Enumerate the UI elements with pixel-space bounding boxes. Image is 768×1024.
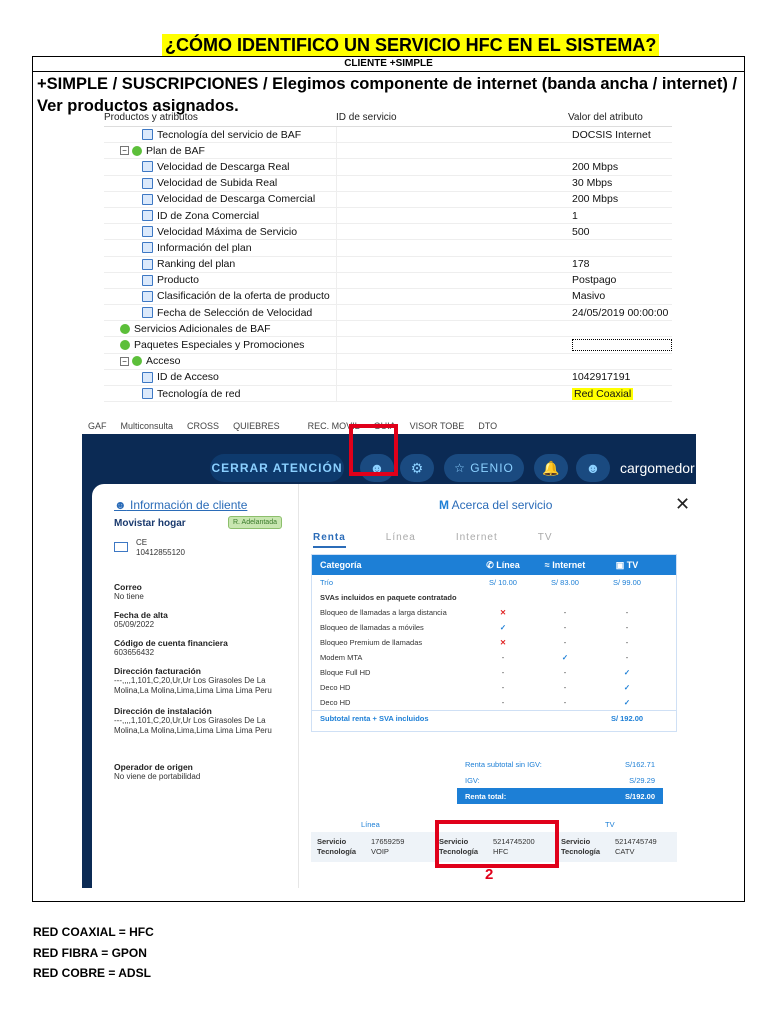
account-block [114, 638, 294, 658]
attribute-icon [142, 275, 153, 286]
tree-row[interactable] [104, 289, 672, 305]
total-label: Renta subtotal sin IGV: [465, 759, 542, 769]
service-id-cell [311, 837, 433, 857]
tree-row-service-id [336, 305, 568, 320]
tree-body [104, 127, 672, 402]
sva-title: SVAs incluidos en paquete contratado [320, 593, 457, 602]
service-panel-title [439, 498, 552, 512]
tree-row-value-text: Postpago [572, 274, 617, 287]
tree-row-value-text: 24/05/2019 00:00:00 [572, 306, 669, 319]
sva-label: Bloqueo de llamadas a larga distancia [320, 608, 447, 617]
document-block [114, 538, 294, 558]
tree-row-value-text: DOCSIS Internet [572, 128, 651, 141]
collapse-icon[interactable]: − [120, 146, 129, 155]
tree-row-value-text: 30 Mbps [572, 177, 613, 190]
status-badge: R. Adelantada [228, 516, 282, 529]
tree-row[interactable] [104, 305, 672, 321]
tree-row[interactable] [104, 224, 672, 240]
service-id-cell [555, 837, 677, 857]
email-value: No tiene [114, 592, 144, 601]
sva-row [312, 620, 676, 635]
tree-row-value [568, 129, 672, 141]
technology-key: Tecnología [561, 847, 601, 856]
tree-row[interactable] [104, 273, 672, 289]
subtotal-value: S/ 192.00 [610, 713, 644, 723]
tab-1[interactable]: Línea [385, 532, 416, 543]
tree-row-value [568, 226, 672, 238]
sva-row [312, 635, 676, 650]
header-internet [534, 560, 596, 570]
shortcut-item[interactable]: REC. MOVIL [307, 421, 360, 431]
sva-tv: - [625, 638, 629, 647]
tree-row-service-id [336, 337, 568, 352]
tree-row-text: Acceso [146, 355, 181, 368]
trio-internet: S/ 83.00 [551, 578, 579, 587]
tree-row[interactable] [104, 192, 672, 208]
sva-label: Modem MTA [320, 653, 363, 662]
tree-row-text: Información del plan [157, 241, 252, 254]
technology-line [317, 847, 433, 857]
tree-row-text: Velocidad de Descarga Real [157, 160, 290, 173]
tree-row[interactable] [104, 176, 672, 192]
account-label: Código de cuenta financiera [114, 638, 228, 648]
genio-button[interactable] [444, 454, 524, 482]
tree-header-products: Productos y atributos [104, 112, 198, 123]
tree-row-value-text: 500 [572, 225, 590, 238]
empty-value-field[interactable] [572, 339, 672, 351]
equivalences [33, 922, 154, 984]
tree-row-text: Velocidad de Subida Real [157, 177, 278, 190]
doc-type: CE [136, 538, 148, 547]
client-info-panel [92, 484, 298, 888]
header-internet-text: Internet [552, 560, 586, 570]
tree-header [104, 112, 672, 127]
install-block [114, 706, 294, 736]
tv-icon: ▣ [615, 559, 625, 570]
trio-row [312, 575, 676, 590]
service-key: Servicio [317, 837, 347, 846]
tree-row-service-id [336, 176, 568, 191]
tab-2[interactable]: Internet [455, 532, 498, 543]
sva-tv: - [625, 623, 629, 632]
sva-list [312, 605, 676, 710]
client-info-title-text: Información de cliente [129, 498, 248, 512]
highlight-box-client-button [349, 424, 398, 476]
billing-block [114, 666, 294, 696]
movistar-logo-icon: M [439, 498, 449, 512]
close-attention-button[interactable]: CERRAR ATENCIÓN [210, 454, 344, 482]
sva-tv: - [625, 653, 629, 662]
tree-row-value [568, 339, 672, 351]
shortcut-item[interactable]: GAF [88, 421, 107, 431]
service-key: Servicio [439, 837, 469, 846]
tree-row-service-id [336, 159, 568, 174]
attribute-icon [142, 372, 153, 383]
tree-row[interactable] [104, 208, 672, 224]
user-icon: ☻ [369, 460, 385, 476]
service-number: 5214745749 [615, 837, 657, 846]
tree-row-text: Tecnología de red [157, 387, 241, 400]
tree-row-value [568, 307, 672, 319]
subtotal-label: Subtotal renta + SVA incluidos [320, 713, 429, 723]
install-label: Dirección de instalación [114, 706, 212, 716]
operator-label: Operador de origen [114, 762, 193, 772]
email-block [114, 582, 294, 602]
left-edge [82, 496, 92, 888]
highlight-box-hfc [435, 820, 559, 868]
tree-row-label [104, 274, 336, 286]
sva-internet: - [563, 668, 567, 677]
total-value: S/29.29 [629, 775, 655, 785]
service-table [311, 554, 677, 732]
folder-icon [120, 324, 130, 334]
wifi-icon: ≈ [544, 560, 550, 570]
tree-row-service-id [336, 208, 568, 223]
trio-linea: S/ 10.00 [489, 578, 517, 587]
tree-row-text: Velocidad Máxima de Servicio [157, 225, 298, 238]
technology-key: Tecnología [317, 847, 357, 856]
tree-row-value-text: 200 Mbps [572, 193, 619, 206]
tree-row[interactable] [104, 386, 672, 402]
tree-row-label [104, 129, 336, 141]
billing-label: Dirección facturación [114, 666, 201, 676]
attribute-icon [142, 291, 153, 302]
shortcut-item[interactable]: VISOR TOBE [409, 421, 465, 431]
tab-0[interactable]: Renta [313, 532, 346, 548]
sva-tv: ✓ [623, 698, 631, 707]
tree-row[interactable] [104, 143, 672, 159]
customer-name: Movistar hogar [114, 518, 186, 529]
notifications-button[interactable] [534, 454, 568, 482]
tree-row-value-text: 1042917191 [572, 371, 631, 384]
tree-row-service-id [336, 321, 568, 336]
operator-value: No viene de portabilidad [114, 772, 201, 781]
tree-row-text: ID de Zona Comercial [157, 209, 260, 222]
header-category: Categoría [320, 560, 362, 570]
tree-row-value [568, 177, 672, 189]
technology-value: CATV [615, 847, 635, 856]
sva-linea: - [501, 683, 505, 692]
tree-row-label [104, 226, 336, 238]
sva-label: Deco HD [320, 683, 351, 692]
service-table-header [312, 555, 676, 575]
tree-row-value [568, 274, 672, 286]
attribute-icon [142, 259, 153, 270]
sva-linea: - [501, 653, 505, 662]
header-linea [472, 560, 534, 571]
sva-internet: - [563, 623, 567, 632]
attribute-icon [142, 388, 153, 399]
collapse-icon[interactable]: − [120, 357, 129, 366]
total-value: S/162.71 [624, 759, 655, 769]
equivalence-line: RED COBRE = ADSL [33, 966, 151, 980]
sva-linea: ✓ [499, 623, 507, 632]
tree-row-label [104, 290, 336, 302]
service-number: 17659259 [371, 837, 405, 846]
tree-row-service-id [336, 386, 568, 401]
header-linea-text: Línea [496, 559, 520, 570]
tree-row[interactable] [104, 337, 672, 353]
sva-linea: - [501, 698, 505, 707]
attribute-icon [142, 226, 153, 237]
tree-row-value-text: 178 [572, 258, 590, 271]
tree-row-label [104, 307, 336, 319]
id-card-icon [114, 542, 128, 552]
tree-row-label [104, 339, 336, 351]
tree-row-text: Tecnología del servicio de BAF [157, 128, 302, 141]
total-label: Renta total: [465, 791, 507, 801]
sva-internet: - [563, 608, 567, 617]
bell-icon: 🔔 [542, 460, 560, 476]
sva-linea: ✕ [499, 638, 507, 647]
tree-row-label [104, 323, 336, 335]
install-value: ---,,,,1,101,C,20,Ur,Ur Los Girasoles De La Molina,La Molina,Lima,Lima Lima Lima Peru [114, 716, 272, 735]
tree-row-label [104, 177, 336, 189]
sva-row [312, 605, 676, 620]
tree-row-value [568, 388, 672, 400]
tree-row-label [104, 145, 336, 157]
technology-key: Tecnología [439, 847, 479, 856]
gear-icon: ⚙ [410, 460, 424, 476]
tree-row-value [568, 210, 672, 222]
attribute-icon [142, 242, 153, 253]
sva-tv: - [625, 608, 629, 617]
tree-row-value [568, 290, 672, 302]
total-label: IGV: [465, 775, 480, 785]
shortcut-item[interactable]: QUIEBRES [233, 421, 280, 431]
tree-row[interactable] [104, 159, 672, 175]
page-title: ¿CÓMO IDENTIFICO UN SERVICIO HFC EN EL SISTEMA? [162, 34, 659, 56]
shortcut-item[interactable]: CROSS [187, 421, 220, 431]
sva-internet: - [563, 698, 567, 707]
tree-row-service-id [336, 192, 568, 207]
since-label: Fecha de alta [114, 610, 168, 620]
tree-row-service-id [336, 143, 568, 158]
folder-icon [132, 356, 142, 366]
sva-row [312, 650, 676, 665]
sva-tv: ✓ [623, 683, 631, 692]
user-name: cargomedor [620, 460, 695, 476]
trio-tv: S/ 99.00 [613, 578, 641, 587]
tab-3[interactable]: TV [537, 532, 553, 543]
since-block [114, 610, 294, 630]
tree-row-label [104, 258, 336, 270]
tree-row-label [104, 388, 336, 400]
sva-label: Deco HD [320, 698, 351, 707]
phone-icon: ✆ [486, 559, 494, 570]
total-value: S/192.00 [624, 791, 655, 801]
tree-row-text: Paquetes Especiales y Promociones [134, 339, 305, 352]
service-tabs [313, 532, 553, 548]
technology-value: VOIP [371, 847, 389, 856]
tree-header-value: Valor del atributo [568, 112, 643, 123]
tree-row-text: Plan de BAF [146, 144, 205, 157]
totals-block [457, 756, 663, 804]
subtotal-row [312, 710, 676, 725]
tree-row-label [104, 242, 336, 254]
tree-row-service-id [336, 257, 568, 272]
tree-row-service-id [336, 224, 568, 239]
total-row [457, 772, 663, 788]
operator-block [114, 762, 294, 782]
tree-row-value [568, 371, 672, 383]
total-row [457, 756, 663, 772]
tree-row-service-id [336, 370, 568, 385]
product-tree [104, 112, 672, 412]
sva-tv: ✓ [623, 668, 631, 677]
shortcut-item[interactable]: DTO [478, 421, 498, 431]
doc-number: 10412855120 [136, 548, 185, 557]
service-ids-header-linea: Línea [361, 820, 380, 829]
user-icon: ☻ [114, 498, 127, 512]
crm-screenshot [82, 418, 696, 888]
tree-row-value-text: Masivo [572, 290, 606, 303]
star-icon: ☆ [454, 461, 466, 475]
tree-row-service-id [336, 289, 568, 304]
tree-row-text: Clasificación de la oferta de producto [157, 290, 330, 303]
tree-row-value-text: 200 Mbps [572, 160, 619, 173]
service-title-text: Acerca del servicio [451, 498, 553, 512]
tree-row-value-text: 1 [572, 209, 578, 222]
sva-label: Bloqueo de llamadas a móviles [320, 623, 424, 632]
profile-button[interactable] [576, 454, 610, 482]
service-ids-header-tv: TV [605, 820, 615, 829]
tree-row-label [104, 355, 336, 367]
tree-row-value [568, 258, 672, 270]
since-value: 05/09/2022 [114, 620, 155, 629]
tree-row-label [104, 193, 336, 205]
tree-row[interactable] [104, 370, 672, 386]
folder-icon [132, 146, 142, 156]
sva-row [312, 695, 676, 710]
sva-internet: ✓ [561, 653, 569, 662]
attribute-icon [142, 210, 153, 221]
sva-internet: - [563, 638, 567, 647]
sva-label: Bloque Full HD [320, 668, 371, 677]
service-id-line [561, 837, 677, 847]
tree-row-text: ID de Acceso [157, 371, 219, 384]
technology-value: HFC [493, 847, 509, 856]
tree-row-service-id [336, 273, 568, 288]
tree-row-value-text: Red Coaxial [574, 387, 632, 400]
tree-row-label [104, 210, 336, 222]
service-key: Servicio [561, 837, 591, 846]
tree-row[interactable] [104, 240, 672, 256]
sva-linea: ✕ [499, 608, 507, 617]
client-info-title[interactable] [114, 498, 247, 512]
user-icon: ☻ [585, 460, 601, 476]
tree-row-value [568, 161, 672, 173]
attribute-icon [142, 307, 153, 318]
tree-row-label [104, 371, 336, 383]
sva-linea: - [501, 668, 505, 677]
sva-label: Bloqueo Premium de llamadas [320, 638, 423, 647]
billing-value: ---,,,,1,101,C,20,Ur,Ur Los Girasoles De La Molina,La Molina,Lima,Lima Lima Lima Peru [114, 676, 272, 695]
equivalence-line: RED FIBRA = GPON [33, 945, 147, 960]
account-value: 603656432 [114, 648, 155, 657]
tree-row[interactable] [104, 257, 672, 273]
frame-header: CLIENTE +SIMPLE [33, 57, 744, 72]
technology-line [561, 847, 677, 857]
sva-row [312, 680, 676, 695]
tree-header-service-id: ID de servicio [336, 112, 397, 123]
sva-row [312, 665, 676, 680]
shortcut-item[interactable]: GUIA [373, 421, 396, 431]
email-label: Correo [114, 582, 142, 592]
tree-row-text: Velocidad de Descarga Comercial [157, 193, 316, 206]
tree-row-text: Fecha de Selección de Velocidad [157, 306, 313, 319]
header-tv-text: TV [626, 559, 639, 570]
tree-row-text: Producto [157, 274, 200, 287]
tree-row-value [568, 193, 672, 205]
service-id-line [317, 837, 433, 847]
instruction-text: +SIMPLE / SUSCRIPCIONES / Elegimos componente de internet (banda ancha / internet) / Ver productos asignados. [37, 75, 737, 115]
attribute-icon [142, 129, 153, 140]
close-icon[interactable]: ✕ [675, 494, 691, 514]
trio-label: Trío [320, 578, 334, 587]
shortcut-item[interactable]: Multiconsulta [120, 421, 174, 431]
tree-row[interactable] [104, 127, 672, 143]
annotation-number: 2 [485, 866, 494, 883]
sva-internet: - [563, 683, 567, 692]
header-tv [596, 560, 658, 571]
genio-label: GENIO [470, 461, 514, 475]
folder-icon [120, 340, 130, 350]
tree-row-label [104, 161, 336, 173]
service-number: 5214745200 [493, 837, 535, 846]
tree-row[interactable] [104, 354, 672, 370]
total-row [457, 788, 663, 804]
sva-title-row [312, 590, 676, 605]
gear-button[interactable] [400, 454, 434, 482]
tree-row-service-id [336, 240, 568, 255]
tree-row-service-id [336, 127, 568, 142]
attribute-icon [142, 178, 153, 189]
tree-row[interactable] [104, 321, 672, 337]
attribute-icon [142, 194, 153, 205]
attribute-icon [142, 161, 153, 172]
tree-row-text: Servicios Adicionales de BAF [134, 322, 271, 335]
equivalence-line: RED COAXIAL = HFC [33, 925, 154, 939]
tree-row-text: Ranking del plan [157, 258, 236, 271]
tree-row-service-id [336, 354, 568, 369]
